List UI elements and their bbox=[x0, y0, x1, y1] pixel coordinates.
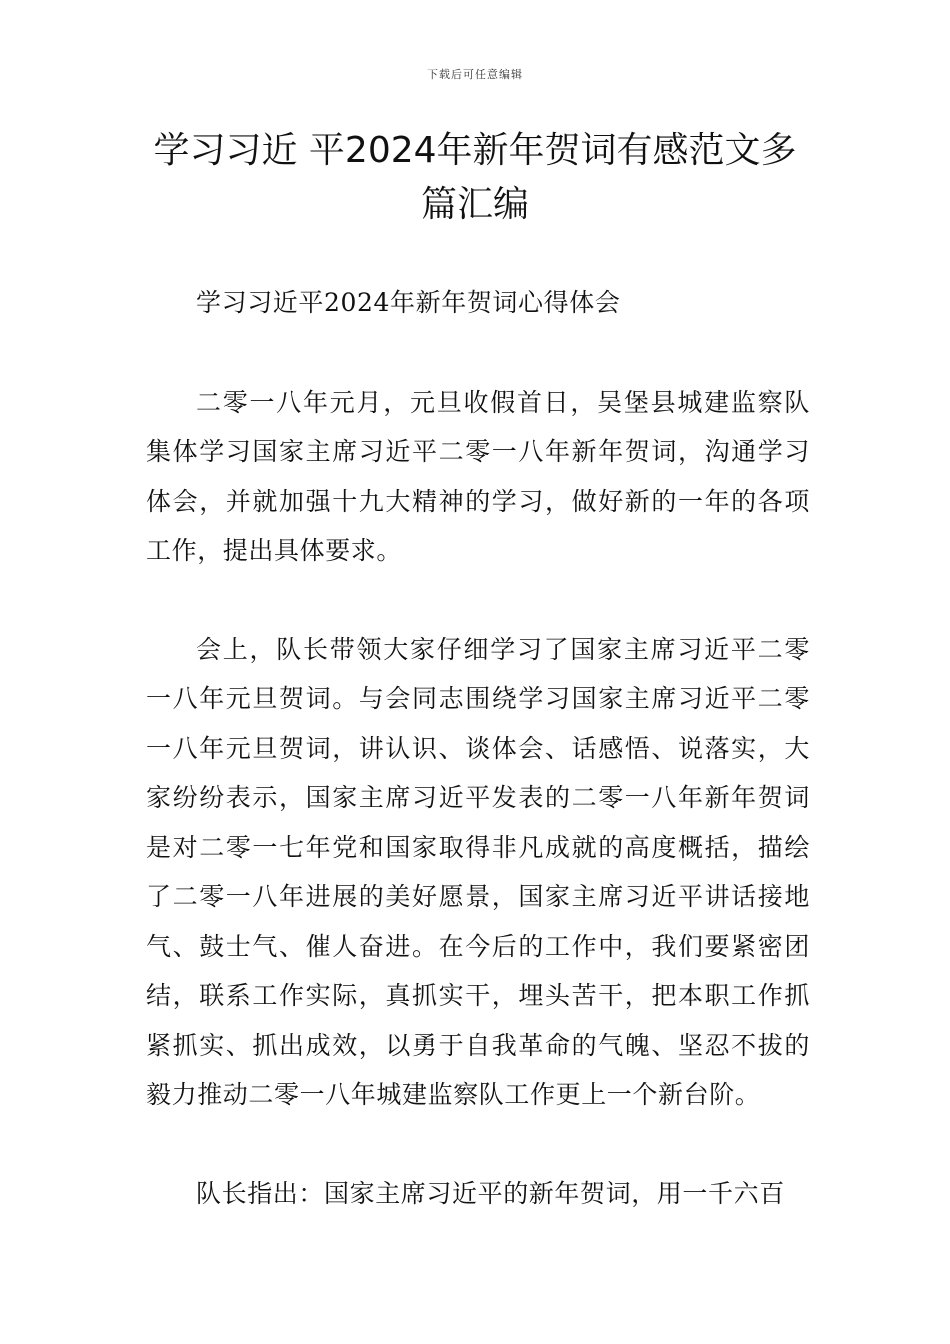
section-subtitle: 学习习近平2024年新年贺词心得体会 bbox=[196, 288, 621, 317]
document-title: 学习习近 平2024年新年贺词有感范文多篇汇编 bbox=[153, 130, 797, 225]
paragraph-2: 会上，队长带领大家仔细学习了国家主席习近平二零一八年元旦贺词。与会同志围绕学习国家主席习近平二零一八年元旦贺词，讲认识、谈体会、话感悟、说落实，大家纷纷表示，国家主席习近平发表的二零一八年新年贺词是对二零一七年党和国家取得非凡成就的高度概括，描绘了二零一八年进展的美好愿景，国家主席习近平讲话接地气、鼓士气、催人奋进。在今后的工作中，我们要紧密团结，联系工作实际，真抓实干，埋头苦干，把本职工作抓紧抓实、抓出成效，以勇于自我革命的气魄、坚忍不拔的毅力推动二零一八年城建监察队工作更上一个新台阶。 bbox=[146, 634, 810, 1109]
paragraph-3: 队长指出：国家主席习近平的新年贺词，用一千六百 bbox=[196, 1178, 785, 1208]
header-note: 下载后可任意编辑 bbox=[427, 68, 523, 81]
document-body bbox=[146, 278, 810, 1218]
paragraph-1: 二零一八年元月，元旦收假首日，吴堡县城建监察队集体学习国家主席习近平二零一八年新年贺词，沟通学习体会，并就加强十九大精神的学习，做好新的一年的各项工作，提出具体要求。 bbox=[146, 387, 810, 565]
